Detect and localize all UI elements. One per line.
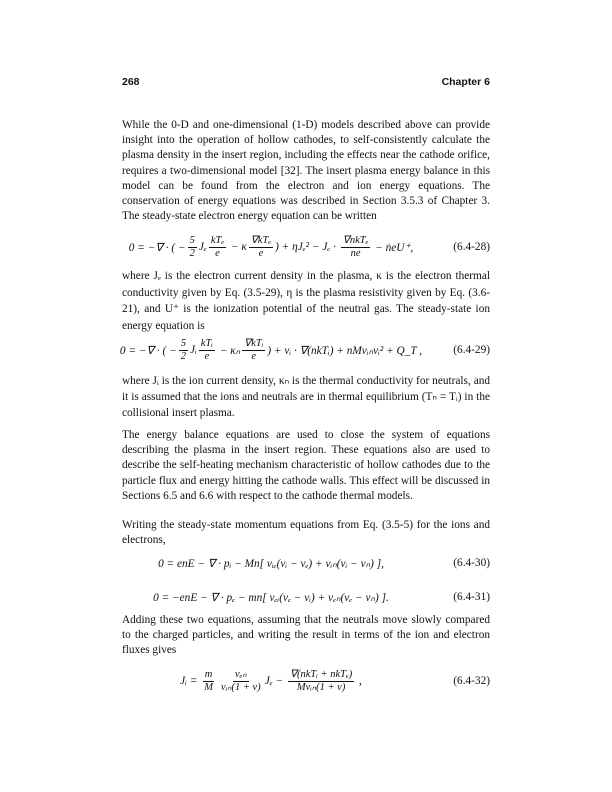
equation-body: [119, 333, 423, 367]
equation-body: [122, 580, 420, 614]
equation-term: ) + vᵢ · ∇(nkTᵢ) + nMνᵢₙvᵢ² + Q_T ,: [267, 344, 423, 357]
numerator: ∇nkTₑ: [342, 234, 369, 246]
numerator: ∇(nkTᵢ + nkTₑ): [289, 668, 353, 680]
equation: [119, 333, 490, 367]
chapter-title: Chapter 6: [441, 76, 490, 88]
equation-term: 0 = −∇ · ( −: [119, 344, 177, 357]
equation-term: Jₑ −: [264, 675, 286, 687]
equation: [122, 546, 490, 580]
equation-term: Jᵢ: [189, 344, 197, 356]
numerator: ∇kTₑ: [250, 234, 272, 246]
denominator: νᵢₙ(1 + ν): [220, 681, 261, 693]
fraction: [179, 338, 188, 363]
denominator: e: [215, 247, 220, 259]
denominator: Mνᵢₙ(1 + ν): [296, 681, 346, 693]
paragraph: Writing the steady-state momentum equations from Eq. (3.5-5) for the ions and electrons,: [122, 519, 490, 547]
fraction: [209, 235, 226, 260]
numerator: 5: [180, 337, 186, 349]
paragraph: While the 0-D and one-dimensional (1-D) models described above can provide insight into the operation of hollow cathodes, to self-consistently calculate the plasma density in the insert region, including the effects near the cathode orifice, requires a two-dimensional model [32]. The insert plasma energy balance in this model can be found from the electron and ion energy equations. The conservation of energy equations was described in Section 3.5.3 of Chapter 3. The steady-state electron energy equation can be written: [122, 119, 490, 223]
fraction: [288, 669, 354, 694]
equation-term: Jᵢ =: [180, 675, 201, 687]
fraction: [188, 235, 197, 260]
equation-term: ,: [356, 675, 362, 687]
fraction: [219, 669, 263, 694]
equation-term: 0 = enE − ∇ · pᵢ − Mn[ νᵢₑ(vᵢ − vₑ) + νᵢₙ(vᵢ − vₙ) ],: [158, 557, 384, 570]
equation-number: (6.4-28): [453, 241, 490, 253]
numerator: m: [204, 668, 213, 680]
equation-term: − ṅeU⁺,: [372, 241, 414, 254]
equation-term: 0 = −enE − ∇ · pₑ − mn[ νₑᵢ(vₑ − vᵢ) + νₑₙ(vₑ − vₙ) ].: [153, 591, 389, 604]
paragraph: where Jᵢ is the ion current density, κₙ is the thermal conductivity for neutrals, and it is assumed that the ions and neutrals are in thermal equilibrium (Tₙ = Tᵢ) in the collisional insert plasma.: [122, 375, 490, 419]
fraction: [341, 235, 371, 260]
denominator: 2: [189, 247, 195, 259]
equation-number: (6.4-29): [453, 344, 490, 356]
equation-body: [122, 230, 420, 264]
fraction: [199, 338, 215, 363]
equation-term: − κₙ: [216, 344, 241, 357]
equation-body: [122, 546, 420, 580]
equation: [122, 580, 490, 614]
denominator: ne: [350, 247, 361, 259]
equation-body: [122, 662, 420, 700]
fraction: [242, 338, 265, 363]
denominator: 2: [180, 350, 186, 362]
fraction: [202, 669, 215, 694]
numerator: kTᵢ: [200, 337, 213, 349]
equation: [122, 662, 490, 700]
equation-term: ) + ηJₑ² − Jₑ ·: [275, 241, 339, 253]
paragraph: Adding these two equations, assuming that the neutrals move slowly compared to the charged particles, and writing the result in terms of the ion and electron fluxes gives: [122, 614, 490, 657]
numerator: 5: [189, 234, 195, 246]
paragraph: where Jₑ is the electron current density in the plasma, κ is the electron thermal conductivity given by Eq. (3.5-29), η is the plasma resistivity given by Eq. (3.6-21), and U⁺ is the ionization potential of the neutral gas. The steady-state ion energy equation is: [122, 270, 490, 332]
paragraph: The energy balance equations are used to close the system of equations describing the plasma in the insert region. These equations also are used to describe the self-heating mechanism characteristic of hollow cathodes due to the particle flux and energy hitting the cathode walls. This effect will be discussed in Sections 6.5 and 6.6 with respect to the cathode thermal models.: [122, 429, 490, 502]
numerator: ∇kTᵢ: [244, 337, 264, 349]
page-number: 268: [122, 76, 140, 88]
fraction: [249, 235, 273, 260]
equation-term: 0 = −∇ · ( −: [128, 241, 186, 254]
denominator: e: [258, 247, 264, 259]
numerator: kTₑ: [210, 234, 225, 246]
numerator: νₑₙ: [235, 668, 247, 680]
equation-term: − κ: [228, 241, 247, 253]
denominator: M: [204, 681, 213, 693]
denominator: e: [204, 350, 210, 362]
equation-number: (6.4-32): [453, 675, 490, 687]
equation-term: Jₑ: [198, 241, 207, 253]
equation-number: (6.4-30): [453, 557, 490, 569]
equation: [122, 230, 490, 264]
equation-number: (6.4-31): [453, 591, 490, 603]
denominator: e: [251, 350, 257, 362]
